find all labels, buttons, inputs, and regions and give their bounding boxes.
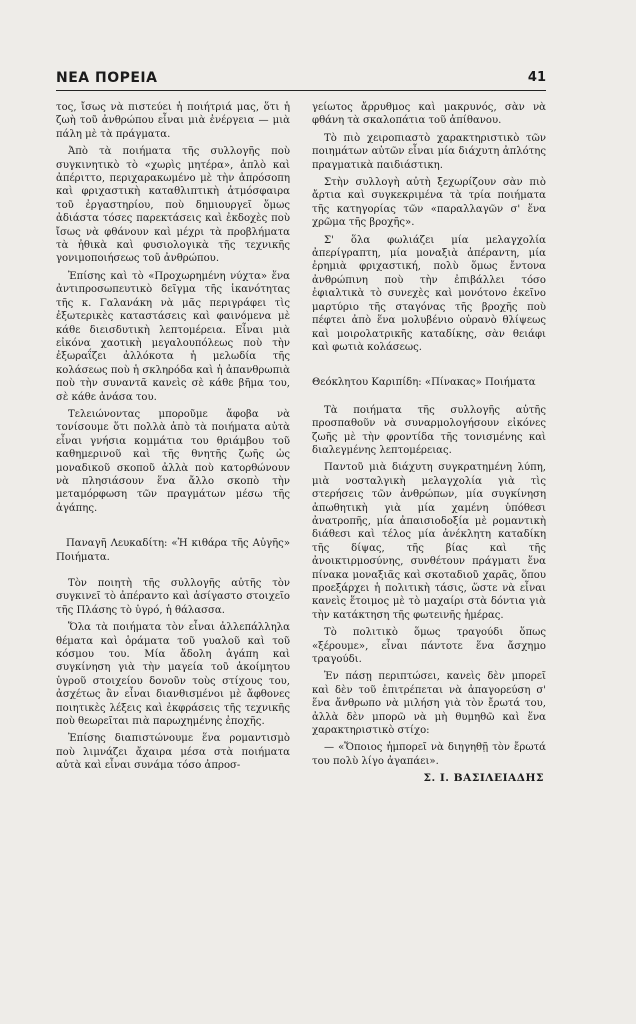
journal-title: ΝΕΑ ΠΟΡΕΙΑ (56, 70, 158, 86)
paragraph: Τελειώνοντας μποροῦμε ἄφοβα νὰ τονίσουμε ὅτι πολλὰ ἀπὸ τὰ ποιήματα αὐτὰ εἶναι γνήσια κομμάτια του θριάμβου τοῦ καθημερινοῦ καὶ τῆς θνητῆς ζωῆς ὡς μοναδικοῦ σκοποῦ ἀλλὰ ποὺ κατορθώνουν νὰ πλησιάσουν ἕνα ἄλλο σκοπὸ τὴν μεταμόρφωση τῶν πραγμάτων μέσω τῆς ἀγάπης. (56, 408, 290, 514)
paragraph: γείωτος ἄρρυθμος καὶ μακρυνός, σὰν νὰ φθάνη τὰ σκαλοπάτια τοῦ ἀπίθανου. (312, 102, 546, 127)
running-header (56, 66, 546, 91)
left-column (56, 101, 290, 777)
paragraph: Παντοῦ μιὰ διάχυτη συγκρατημένη λύπη, μιὰ νοσταλγικὴ μελαγχολία γιὰ τὶς στερήσεις τῶν ἀνθρώπων, μία συγκίνηση ἀπωθητικὴ γιὰ μία χαμένη ὑπόθεσι ἀνατροπῆς, μία ἀπαισιοδοξία μὲ ρομαντικὴ διάθεσι καὶ τέλος μία ἀνέκλητη καταδίκη τῆς δίψας, τῆς βίας καὶ τῆς ἀνοικτιρμοσύνης, συνθέτουν πράγματι ἕνα πίνακα μοναξιᾶς καὶ σκοταδιοῦ χαρᾶς, ὅπου προεξάρχει ἡ πολιτικὴ τάσις, ὥστε νὰ εἶναι κανεὶς ἕτοιμος μὲ τὸ μαχαίρι στὰ δόντια γιὰ τὴν κατάκτηση τῆς φωτεινῆς ἡμέρας. (312, 462, 546, 621)
paragraph: Τὰ ποιήματα τῆς συλλογῆς αὐτῆς προσπαθοῦν νὰ συναρμολογήσουν εἰκόνες ζωῆς μὲ τὴν φροντίδα τῆς τονισμένης καὶ διαλεγμένης λεπτομέρειας. (312, 404, 546, 456)
paragraph: Ἐπίσης καὶ τὸ «Προχωρημένη νύχτα» ἕνα ἀντιπροσωπευτικὸ δεῖγμα τῆς ἱκανότητας τῆς κ. Γαλανάκη νὰ μᾶς περιγράφει τὶς ἐξωτερικὲς καταστάσεις καὶ φαινόμενα μὲ κάθε διεισδυτικὴ λεπτομέρεια. Εἶναι μιὰ εἰκόνα χαοτικὴ μεγαλουπόλεως ποὺ τὴν ἐξωραΐζει ἀλλόκοτα ἡ μελωδία τῆς κολάσεως ποὺ ἡ σκληρόδα καὶ ἡ ἀπανθρωπιὰ ποὺ τὴν συναντᾶ κανεὶς σὲ κάθε βῆμα του, σὲ κάθε ἀνάσα του. (56, 270, 290, 403)
paragraph: Ἐν πάσῃ περιπτώσει, κανεὶς δὲν μπορεῖ καὶ δὲν τοῦ ἐπιτρέπεται νὰ ἀπαγορεύση σ' ἕνα ἄνθρωπο νὰ μιλήση γιὰ τὸν ἔρωτά του, ἀλλὰ δὲν μπορῶ νὰ μὴ θυμηθῶ καὶ ἕνα χαρακτηριστικὸ στίχο: (312, 671, 546, 737)
paragraph: Σ' ὅλα φωλιάζει μία μελαγχολία ἀπερίγραπτη, μία μοναξιὰ ἀπέραντη, μία ἐρημιὰ φριχαστική, πολὺ ὅμως ἔντονα ἀνθρώπινη ποὺ τὴν ἐπιβάλλει τόσο ἐφιαλτικὰ τὸ συνεχὲς καὶ μονότονο ἐκεῖνο μαρτύριο τῆς σταγόνας τῆς βροχῆς ποὺ πέφτει ἀπὸ ἕνα μολυβένιο οὐρανὸ θλίψεως καὶ μοιρολατρικῆς καταδίκης, σὰν θειάφι καὶ φωτιὰ κολάσεως. (312, 234, 546, 353)
page-number: 41 (527, 70, 546, 85)
paragraph: Τὸ πολιτικὸ ὅμως τραγούδι ὅπως «ξέρουμε», εἶναι πάντοτε ἕνα ἄσχημο τραγούδι. (312, 627, 546, 666)
paragraph: Τὸ πιὸ χειροπιαστὸ χαρακτηριστικὸ τῶν ποιημάτων αὐτῶν εἶναι μία διάχυτη ἀπλότης πραγματικὰ παιδιάστικη. (312, 132, 546, 171)
paragraph: τος, ἴσως νὰ πιστεύει ἡ ποιήτριά μας, ὅτι ἡ ζωὴ τοῦ ἀνθρώπου εἶναι μιὰ ἐνέργεια — μιὰ πάλη μὲ τὰ πράγματα. (56, 102, 290, 140)
author-signature: Σ. Ι. ΒΑΣΙΛΕΙΑΔΗΣ (423, 772, 544, 785)
paragraph: Ὅλα τὰ ποιήματα τὸν εἶναι ἀλλεπάλληλα θέματα καὶ ὁράματα τοῦ γυαλοῦ καὶ τοῦ κόσμου του. Μία ἄδολη ἀγάπη καὶ συγκίνηση γιὰ τὴν μαγεία τοῦ ἀκοίμητου ὑγροῦ στοιχείου δονοῦν τοὺς στίχους του, ἀσχέτως ἂν εἶναι διανθισμένοι μὲ ἄφθονες ποιητικὲς λέξεις καὶ ἐκφράσεις τῆς τεχνικῆς ποὺ θεωρεῖται πιὰ παρωχημένης ἐποχῆς. (56, 622, 290, 728)
paragraph: Στὴν συλλογὴ αὐτὴ ξεχωρίζουν σὰν πιὸ ἄρτια καὶ συγκεκριμένα τὰ τρία ποιήματα τῆς κατηγορίας τῶν «παραλλαγῶν σ' ἕνα χρῶμα τῆς βροχῆς». (312, 177, 546, 229)
paragraph: Τὸν ποιητὴ τῆς συλλογῆς αὐτῆς τὸν συγκινεῖ τὸ ἀπέραντο καὶ ἀσίγαστο στοιχεῖο τῆς Πλάσης τὸ ὑγρό, ἡ θάλασσα. (56, 578, 290, 616)
paragraph: Ἀπὸ τὰ ποιήματα τῆς συλλογῆς ποὺ συγκινητικὸ τὸ «χωρὶς μητέρα», ἁπλὸ καὶ ἀπέριττο, περιχαρακωμένο μὲ τὴν ἀπρόσοπη καὶ φριχαστικὴ καταθλιπτικὴ ἀτμόσφαιρα τοῦ ἐργαστηρίου, ποὺ δημιουργεῖ ὅμως ἀδιάστα τόσες παρεκτάσεις καὶ ἐκδοχὲς ποὺ ἴσως νὰ φθάνουν καὶ μέχρι τὰ προβλήματα τὰ ἠθικὰ καὶ φυσιολογικὰ τῆς τεχνικῆς γονιμοποιήσεως τοῦ ἀνθρώπου. (56, 146, 290, 265)
right-column (312, 101, 546, 790)
review-heading: Θεόκλητου Καριπίδη: «Πίνακας» Ποιήματα (312, 377, 536, 389)
quoted-verse: — «Ὅποιος ἠμπορεῖ νὰ διηγηθῇ τὸν ἔρωτά του πολὺ λίγο ἀγαπάει». (312, 742, 546, 767)
paragraph: Ἐπίσης διαπιστώνουμε ἕνα ρομαντισμὸ ποὺ λιμνάζει ἄχαιρα μέσα στὰ ποιήματα αὐτὰ καὶ εἶναι συνάμα τόσο ἀπροσ- (56, 733, 290, 772)
review-heading: Παναγῆ Λευκαδίτη: «Ἡ κιθάρα τῆς Αὐγῆς» Ποιήματα. (56, 538, 290, 563)
